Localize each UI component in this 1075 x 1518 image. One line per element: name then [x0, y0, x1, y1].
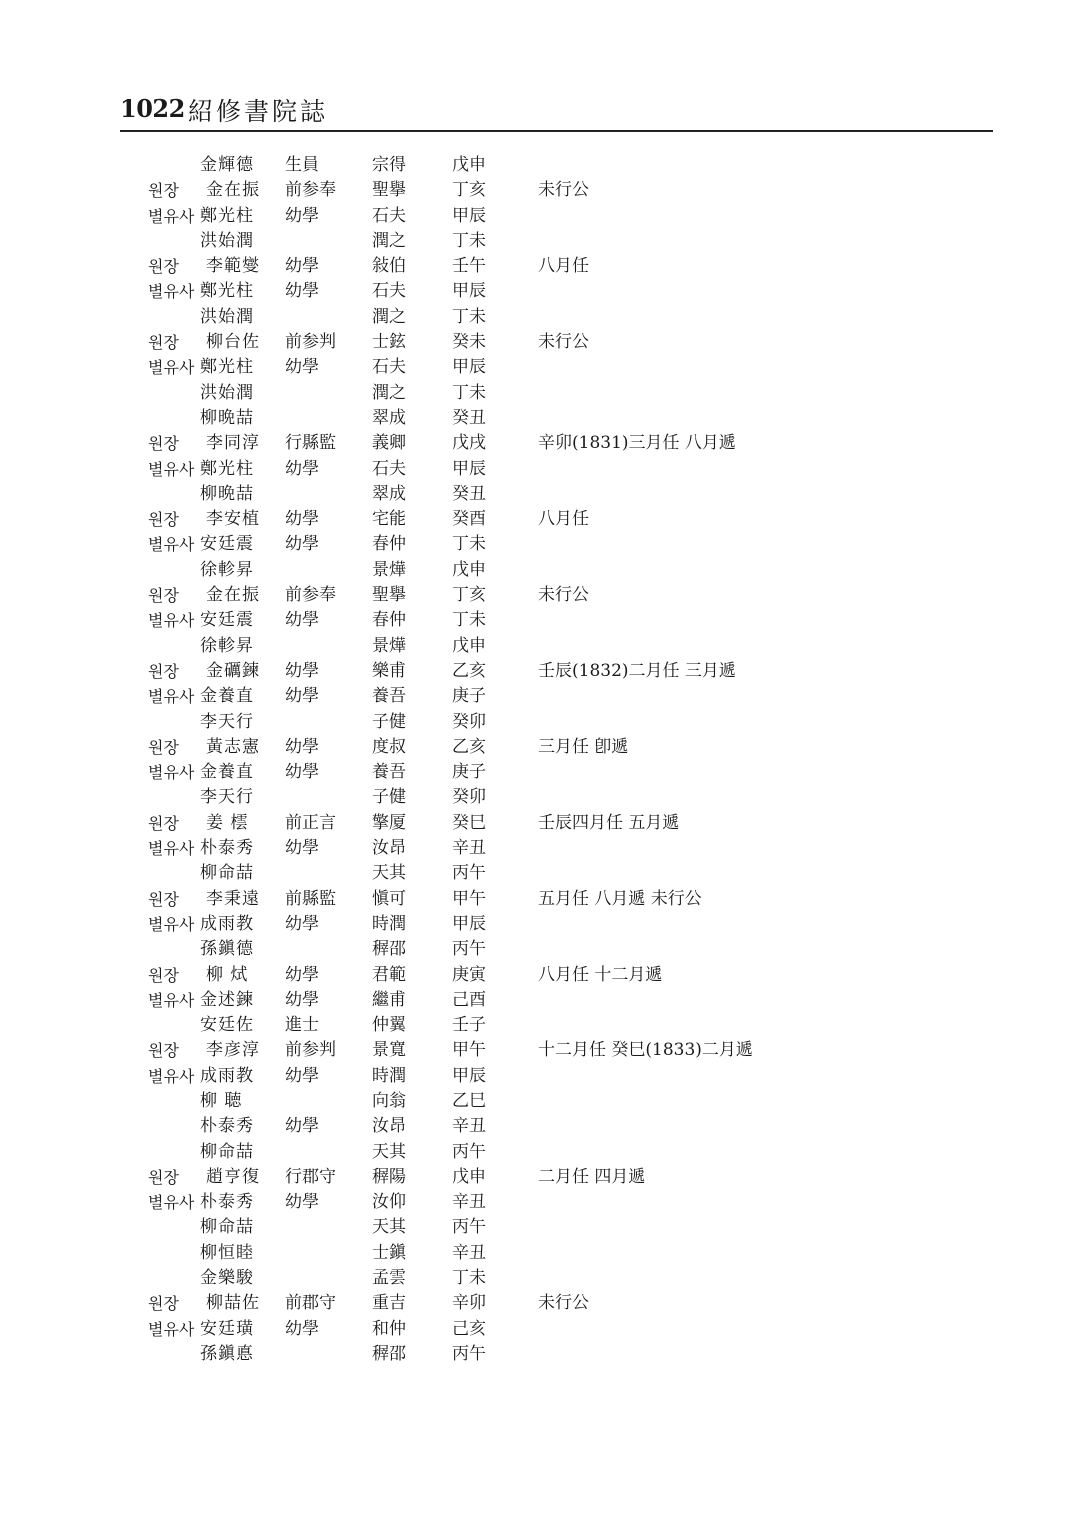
list-item	[0, 1038, 1075, 1063]
birth-year: 乙亥	[452, 736, 486, 757]
person-name: 徐軫昇	[200, 559, 254, 580]
rank-title: 幼學	[285, 357, 319, 378]
person-name: 金述鍊	[200, 989, 254, 1010]
person-name: 李秉遠	[206, 888, 260, 909]
list-item	[0, 1291, 1075, 1316]
list-item	[0, 1215, 1075, 1240]
list-item	[0, 532, 1075, 557]
list-item	[0, 608, 1075, 633]
person-name: 洪始潤	[200, 306, 254, 327]
rank-title: 幼學	[285, 1116, 319, 1137]
list-item	[0, 811, 1075, 836]
list-item	[0, 1317, 1075, 1342]
courtesy-name: 士鉉	[372, 332, 406, 353]
role-label: 원장	[148, 510, 179, 530]
role-label: 별유사	[148, 535, 195, 555]
person-name: 洪始潤	[200, 230, 254, 251]
person-name: 李天行	[200, 711, 254, 732]
person-name: 柳命喆	[200, 1141, 254, 1162]
birth-year: 癸丑	[452, 407, 486, 428]
courtesy-name: 翠成	[372, 483, 406, 504]
birth-year: 己亥	[452, 1318, 486, 1339]
list-item	[0, 558, 1075, 583]
tenure-note: 未行公	[538, 332, 589, 353]
person-name: 李天行	[200, 787, 254, 808]
rank-title: 幼學	[285, 1065, 319, 1086]
list-item	[0, 1140, 1075, 1165]
tenure-note: 八月任	[538, 509, 589, 530]
courtesy-name: 向翁	[372, 1090, 406, 1111]
person-name: 鄭光柱	[200, 205, 254, 226]
list-item	[0, 1342, 1075, 1367]
role-label: 원장	[148, 257, 179, 277]
courtesy-name: 仲翼	[372, 1015, 406, 1036]
courtesy-name: 石夫	[372, 458, 406, 479]
list-item	[0, 760, 1075, 785]
birth-year: 辛丑	[452, 1116, 486, 1137]
role-label: 원장	[148, 1167, 179, 1187]
person-name: 成雨教	[200, 1065, 254, 1086]
courtesy-name: 聖擧	[372, 585, 406, 606]
birth-year: 丙午	[452, 1217, 486, 1238]
list-item	[0, 710, 1075, 735]
role-label: 별유사	[148, 839, 195, 859]
tenure-note: 未行公	[538, 180, 589, 201]
birth-year: 丁未	[452, 1268, 486, 1289]
list-item	[0, 634, 1075, 659]
rank-title: 幼學	[285, 913, 319, 934]
courtesy-name: 汝仰	[372, 1192, 406, 1213]
list-item	[0, 912, 1075, 937]
rank-title: 幼學	[285, 205, 319, 226]
role-label: 원장	[148, 965, 179, 985]
list-item	[0, 431, 1075, 456]
role-label: 별유사	[148, 358, 195, 378]
person-name: 李同淳	[206, 433, 260, 454]
rank-title: 幼學	[285, 762, 319, 783]
rank-title: 幼學	[285, 610, 319, 631]
tenure-note: 壬辰(1832)二月任 三月遞	[538, 660, 736, 681]
role-label: 별유사	[148, 763, 195, 783]
birth-year: 庚子	[452, 762, 486, 783]
role-label: 별유사	[148, 206, 195, 226]
birth-year: 丁未	[452, 610, 486, 631]
role-label: 별유사	[148, 1319, 195, 1339]
birth-year: 丙午	[452, 1343, 486, 1364]
courtesy-name: 汝昂	[372, 1116, 406, 1137]
rank-title: 幼學	[285, 989, 319, 1010]
courtesy-name: 宗得	[372, 155, 406, 175]
courtesy-name: 義卿	[372, 433, 406, 454]
person-name: 安廷佐	[200, 1015, 254, 1036]
person-name: 鄭光柱	[200, 357, 254, 378]
courtesy-name: 景燁	[372, 635, 406, 656]
role-label: 원장	[148, 1294, 179, 1314]
rank-title: 生員	[285, 155, 319, 175]
courtesy-name: 天其	[372, 863, 406, 884]
rank-title: 幼學	[285, 509, 319, 530]
courtesy-name: 君範	[372, 964, 406, 985]
person-name: 朴泰秀	[200, 1192, 254, 1213]
courtesy-name: 潤之	[372, 382, 406, 403]
tenure-note: 八月任	[538, 256, 589, 277]
role-label: 별유사	[148, 611, 195, 631]
person-name: 安廷璜	[200, 1318, 254, 1339]
courtesy-name: 春仲	[372, 610, 406, 631]
role-label: 원장	[148, 434, 179, 454]
person-name: 鄭光柱	[200, 281, 254, 302]
birth-year: 癸酉	[452, 509, 486, 530]
person-name: 柳台佐	[206, 332, 260, 353]
birth-year: 甲午	[452, 888, 486, 909]
appointment-list	[0, 153, 1075, 1367]
courtesy-name: 士鎭	[372, 1242, 406, 1263]
role-label: 별유사	[148, 282, 195, 302]
page-header	[120, 92, 993, 132]
person-name: 徐軫昇	[200, 635, 254, 656]
birth-year: 辛丑	[452, 1242, 486, 1263]
birth-year: 戊戌	[452, 433, 486, 454]
rank-title: 行郡守	[285, 1166, 336, 1187]
role-label: 별유사	[148, 687, 195, 707]
courtesy-name: 宅能	[372, 509, 406, 530]
tenure-note: 辛卯(1831)三月任 八月遞	[538, 433, 736, 454]
list-item	[0, 457, 1075, 482]
rank-title: 行縣監	[285, 433, 336, 454]
tenure-note: 未行公	[538, 585, 589, 606]
birth-year: 乙巳	[452, 1090, 486, 1111]
courtesy-name: 潤之	[372, 230, 406, 251]
birth-year: 丁亥	[452, 585, 486, 606]
role-label: 원장	[148, 333, 179, 353]
role-label: 별유사	[148, 1066, 195, 1086]
birth-year: 戊申	[452, 1166, 486, 1187]
rank-title: 進士	[285, 1015, 319, 1036]
rank-title: 前参奉	[285, 585, 336, 606]
birth-year: 庚寅	[452, 964, 486, 985]
role-label: 원장	[148, 1041, 179, 1061]
rank-title: 前参奉	[285, 180, 336, 201]
courtesy-name: 養吾	[372, 762, 406, 783]
birth-year: 戊申	[452, 635, 486, 656]
courtesy-name: 時潤	[372, 1065, 406, 1086]
courtesy-name: 景寬	[372, 1040, 406, 1061]
page-number: 1022	[120, 94, 185, 123]
person-name: 李安植	[206, 509, 260, 530]
person-name: 朴泰秀	[200, 1116, 254, 1137]
birth-year: 甲辰	[452, 458, 486, 479]
rank-title: 幼學	[285, 964, 319, 985]
list-item	[0, 153, 1075, 178]
courtesy-name: 石夫	[372, 205, 406, 226]
list-item	[0, 963, 1075, 988]
list-item	[0, 785, 1075, 810]
courtesy-name: 養吾	[372, 686, 406, 707]
birth-year: 庚子	[452, 686, 486, 707]
role-label: 원장	[148, 889, 179, 909]
person-name: 柳晩喆	[200, 483, 254, 504]
rank-title: 前郡守	[285, 1293, 336, 1314]
rank-title: 幼學	[285, 281, 319, 302]
birth-year: 壬子	[452, 1015, 486, 1036]
list-item	[0, 1165, 1075, 1190]
list-item	[0, 836, 1075, 861]
person-name: 孫鎭悳	[200, 1343, 254, 1364]
list-item	[0, 988, 1075, 1013]
tenure-note: 二月任 四月遞	[538, 1166, 646, 1187]
list-item	[0, 1241, 1075, 1266]
rank-title: 幼學	[285, 534, 319, 555]
birth-year: 丁未	[452, 382, 486, 403]
courtesy-name: 稺邵	[372, 1343, 406, 1364]
rank-title: 前参判	[285, 1040, 336, 1061]
person-name: 金礪鍊	[206, 660, 260, 681]
person-name: 金養直	[200, 762, 254, 783]
birth-year: 丁亥	[452, 180, 486, 201]
list-item	[0, 735, 1075, 760]
rank-title: 幼學	[285, 1318, 319, 1339]
tenure-note: 十二月任 癸巳(1833)二月遞	[538, 1040, 753, 1061]
birth-year: 甲辰	[452, 1065, 486, 1086]
list-item	[0, 507, 1075, 532]
courtesy-name: 愼可	[372, 888, 406, 909]
birth-year: 丁未	[452, 534, 486, 555]
courtesy-name: 擎厦	[372, 812, 406, 833]
person-name: 孫鎭德	[200, 939, 254, 960]
birth-year: 甲午	[452, 1040, 486, 1061]
courtesy-name: 景燁	[372, 559, 406, 580]
tenure-note: 五月任 八月遞 未行公	[538, 888, 702, 909]
courtesy-name: 稺陽	[372, 1166, 406, 1187]
list-item	[0, 937, 1075, 962]
person-name: 姜 橒	[206, 812, 249, 833]
role-label: 원장	[148, 181, 179, 201]
rank-title: 前縣監	[285, 888, 336, 909]
person-name: 柳晩喆	[200, 407, 254, 428]
birth-year: 己酉	[452, 989, 486, 1010]
list-item	[0, 482, 1075, 507]
rank-title: 幼學	[285, 1192, 319, 1213]
courtesy-name: 繼甫	[372, 989, 406, 1010]
list-item	[0, 381, 1075, 406]
person-name: 金在振	[206, 180, 260, 201]
person-name: 柳 聴	[200, 1090, 243, 1111]
person-name: 安廷震	[200, 534, 254, 555]
list-item	[0, 229, 1075, 254]
person-name: 鄭光柱	[200, 458, 254, 479]
birth-year: 甲辰	[452, 205, 486, 226]
person-name: 柳 烒	[206, 964, 249, 985]
role-label: 원장	[148, 813, 179, 833]
courtesy-name: 潤之	[372, 306, 406, 327]
person-name: 趙亨復	[206, 1166, 260, 1187]
rank-title: 幼學	[285, 660, 319, 681]
birth-year: 辛丑	[452, 1192, 486, 1213]
list-item	[0, 1114, 1075, 1139]
birth-year: 丁未	[452, 230, 486, 251]
birth-year: 癸卯	[452, 787, 486, 808]
person-name: 黃志憲	[206, 736, 260, 757]
list-item	[0, 279, 1075, 304]
courtesy-name: 子健	[372, 787, 406, 808]
courtesy-name: 稺邵	[372, 939, 406, 960]
birth-year: 癸未	[452, 332, 486, 353]
role-label: 원장	[148, 661, 179, 681]
rank-title: 幼學	[285, 458, 319, 479]
list-item	[0, 887, 1075, 912]
birth-year: 癸丑	[452, 483, 486, 504]
person-name: 金輝德	[200, 155, 254, 175]
rank-title: 幼學	[285, 256, 319, 277]
birth-year: 乙亥	[452, 660, 486, 681]
birth-year: 甲辰	[452, 281, 486, 302]
birth-year: 癸卯	[452, 711, 486, 732]
birth-year: 甲辰	[452, 357, 486, 378]
person-name: 李彦淳	[206, 1040, 260, 1061]
birth-year: 辛卯	[452, 1293, 486, 1314]
list-item	[0, 406, 1075, 431]
list-item	[0, 1190, 1075, 1215]
list-item	[0, 1089, 1075, 1114]
list-item	[0, 659, 1075, 684]
person-name: 金在振	[206, 585, 260, 606]
rank-title: 幼學	[285, 838, 319, 859]
courtesy-name: 度叔	[372, 736, 406, 757]
person-name: 金樂駿	[200, 1268, 254, 1289]
tenure-note: 八月任 十二月遞	[538, 964, 663, 985]
book-title: 紹修書院誌	[188, 97, 329, 126]
courtesy-name: 天其	[372, 1217, 406, 1238]
rank-title: 前正言	[285, 812, 336, 833]
courtesy-name: 敍伯	[372, 256, 406, 277]
role-label: 원장	[148, 737, 179, 757]
rank-title: 幼學	[285, 686, 319, 707]
birth-year: 戊申	[452, 155, 486, 175]
person-name: 李範燮	[206, 256, 260, 277]
courtesy-name: 樂甫	[372, 660, 406, 681]
person-name: 柳喆佐	[206, 1293, 260, 1314]
role-label: 별유사	[148, 459, 195, 479]
list-item	[0, 204, 1075, 229]
person-name: 金養直	[200, 686, 254, 707]
rank-title: 幼學	[285, 736, 319, 757]
person-name: 安廷震	[200, 610, 254, 631]
courtesy-name: 春仲	[372, 534, 406, 555]
birth-year: 壬午	[452, 256, 486, 277]
birth-year: 甲辰	[452, 913, 486, 934]
role-label: 원장	[148, 586, 179, 606]
list-item	[0, 330, 1075, 355]
tenure-note: 未行公	[538, 1293, 589, 1314]
role-label: 별유사	[148, 1193, 195, 1213]
birth-year: 戊申	[452, 559, 486, 580]
courtesy-name: 聖擧	[372, 180, 406, 201]
list-item	[0, 254, 1075, 279]
list-item	[0, 1064, 1075, 1089]
role-label: 별유사	[148, 990, 195, 1010]
person-name: 柳命喆	[200, 1217, 254, 1238]
tenure-note: 壬辰四月任 五月遞	[538, 812, 680, 833]
birth-year: 癸巳	[452, 812, 486, 833]
tenure-note: 三月任 卽遞	[538, 736, 629, 757]
courtesy-name: 翠成	[372, 407, 406, 428]
list-item	[0, 355, 1075, 380]
list-item	[0, 684, 1075, 709]
courtesy-name: 石夫	[372, 357, 406, 378]
role-label: 별유사	[148, 914, 195, 934]
person-name: 朴泰秀	[200, 838, 254, 859]
courtesy-name: 時潤	[372, 913, 406, 934]
rank-title: 前参判	[285, 332, 336, 353]
list-item	[0, 178, 1075, 203]
list-item	[0, 1266, 1075, 1291]
person-name: 洪始潤	[200, 382, 254, 403]
birth-year: 丙午	[452, 863, 486, 884]
birth-year: 丙午	[452, 1141, 486, 1162]
list-item	[0, 1013, 1075, 1038]
person-name: 成雨教	[200, 913, 254, 934]
person-name: 柳命喆	[200, 863, 254, 884]
person-name: 柳恒睦	[200, 1242, 254, 1263]
birth-year: 丁未	[452, 306, 486, 327]
birth-year: 丙午	[452, 939, 486, 960]
courtesy-name: 和仲	[372, 1318, 406, 1339]
list-item	[0, 861, 1075, 886]
courtesy-name: 子健	[372, 711, 406, 732]
courtesy-name: 石夫	[372, 281, 406, 302]
list-item	[0, 583, 1075, 608]
courtesy-name: 汝昂	[372, 838, 406, 859]
courtesy-name: 天其	[372, 1141, 406, 1162]
courtesy-name: 孟雲	[372, 1268, 406, 1289]
courtesy-name: 重吉	[372, 1293, 406, 1314]
list-item	[0, 305, 1075, 330]
birth-year: 辛丑	[452, 838, 486, 859]
